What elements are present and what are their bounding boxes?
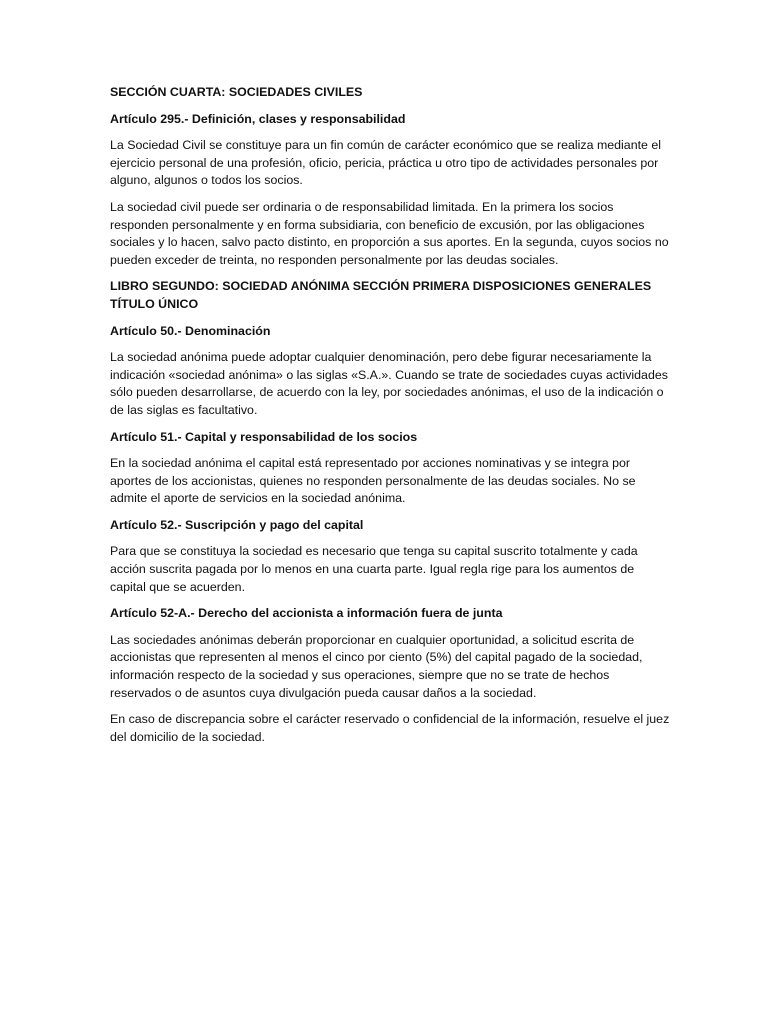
article-heading: Artículo 295.- Definición, clases y responsabilidad bbox=[110, 111, 406, 126]
paragraph: Las sociedades anónimas deberán proporcionar en cualquier oportunidad, a solicitud escrita de accionistas que representen al menos el cinco por ciento (5%) del capital pagado de la sociedad, información respecto de la sociedad y sus operaciones, siempre que no se trate de hechos reservados o de asuntos cuya divulgación pueda causar daños a la sociedad. bbox=[110, 632, 643, 700]
article-heading: Artículo 52-A.- Derecho del accionista a información fuera de junta bbox=[110, 606, 503, 621]
paragraph: Para que se constituya la sociedad es necesario que tenga su capital suscrito totalmente y cada acción suscrita pagada por lo menos en una cuarta parte. Igual regla rige para los aumentos de capital que se acuerden. bbox=[110, 544, 638, 594]
document-page bbox=[110, 84, 670, 755]
book-heading: LIBRO SEGUNDO: SOCIEDAD ANÓNIMA SECCIÓN PRIMERA DISPOSICIONES GENERALES TÍTULO ÚNICO bbox=[110, 279, 652, 311]
paragraph: En caso de discrepancia sobre el carácter reservado o confidencial de la información, resuelve el juez del domicilio de la sociedad. bbox=[110, 712, 670, 744]
article-heading: Artículo 51.- Capital y responsabilidad de los socios bbox=[110, 429, 418, 444]
paragraph: La Sociedad Civil se constituye para un fin común de carácter económico que se realiza mediante el ejercicio personal de una profesión, oficio, pericia, práctica u otro tipo de actividades personales por alguno, algunos o todos los socios. bbox=[110, 138, 662, 188]
paragraph: En la sociedad anónima el capital está representado por acciones nominativas y se integra por aportes de los accionistas, quienes no responden personalmente de las deudas sociales. No se admite el aporte de servicios en la sociedad anónima. bbox=[110, 456, 636, 506]
paragraph: La sociedad anónima puede adoptar cualquier denominación, pero debe figurar necesariamente la indicación «sociedad anónima» o las siglas «S.A.». Cuando se trate de sociedades cuyas actividades sólo pueden desarrollarse, de acuerdo con la ley, por sociedades anónimas, el uso de la indicación o de las siglas es facultativo. bbox=[110, 350, 668, 417]
section-heading: SECCIÓN CUARTA: SOCIEDADES CIVILES bbox=[110, 85, 363, 99]
article-heading: Artículo 52.- Suscripción y pago del capital bbox=[110, 517, 364, 532]
paragraph: La sociedad civil puede ser ordinaria o de responsabilidad limitada. En la primera los socios responden personalmente y en forma subsidiaria, con beneficio de excusión, por las obligaciones sociales y lo hacen, salvo pacto distinto, en proporción a sus aportes. En la segunda, cuyos socios no pueden exceder de treinta, no responden personalmente por las deudas sociales. bbox=[110, 199, 669, 267]
article-heading: Artículo 50.- Denominación bbox=[110, 323, 271, 338]
